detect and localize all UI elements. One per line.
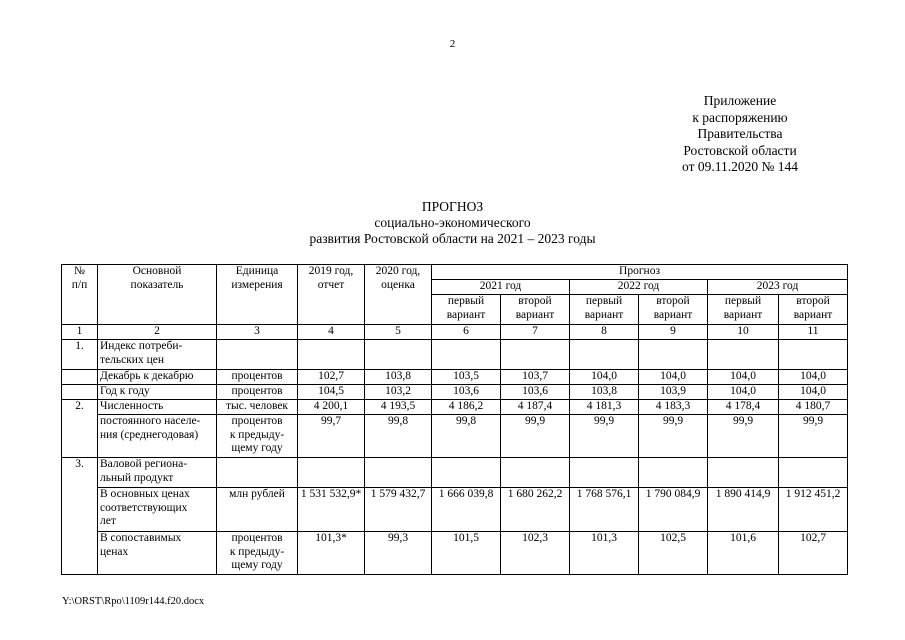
empty-cell [298,340,365,370]
table-row [62,488,848,532]
value-cell: 99,3 [365,532,432,575]
header-2019 [298,265,365,325]
column-number: 5 [365,325,432,340]
variant-line: вариант [446,308,486,321]
row-name [98,415,217,458]
value-cell: 104,0 [779,370,848,385]
header-num-line: № [74,265,85,277]
variant-line: второй [518,295,552,307]
column-number: 4 [298,325,365,340]
variant-line: первый [585,295,623,307]
row-name-line: В основных ценах [100,488,190,500]
column-number: 10 [708,325,779,340]
header-indicator [98,265,217,325]
value-cell: 99,9 [501,415,570,458]
title-line-2: социально-экономического [374,215,531,230]
value-cell: 1 666 039,8 [432,488,501,532]
value-cell: 104,0 [779,385,848,400]
empty-cell [639,458,708,488]
section-title-line: тельских цен [100,353,164,366]
value-cell: 103,8 [570,385,639,400]
value-cell: 103,9 [639,385,708,400]
section-title-line: льный продукт [100,471,174,484]
empty-cell [779,340,848,370]
value-cell: 4 187,4 [501,400,570,415]
row-name: Год к году [98,385,217,400]
column-number: 1 [62,325,98,340]
section-title [98,340,217,370]
column-number: 2 [98,325,217,340]
empty-cell [779,458,848,488]
value-cell: 101,3 [570,532,639,575]
row-unit: тыс. человек [217,400,298,415]
value-cell: 103,6 [501,385,570,400]
table-row [62,370,848,385]
variant-line: первый [447,295,485,307]
forecast-table [61,264,848,575]
value-cell: 99,9 [639,415,708,458]
page-number: 2 [449,38,456,50]
row-unit-line: процентов [231,415,283,427]
row-name-line: В сопоставимых [100,532,182,544]
value-cell: 99,9 [708,415,779,458]
header-row [62,265,848,280]
header-num-line: п/п [71,278,88,291]
empty-cell [432,340,501,370]
value-cell: 103,2 [365,385,432,400]
value-cell: 4 200,1 [298,400,365,415]
value-cell: 103,8 [365,370,432,385]
variant-line: второй [796,295,830,307]
table-row [62,340,848,370]
header-indicator-line: показатель [130,278,184,291]
value-cell: 1 768 576,1 [570,488,639,532]
value-cell: 103,6 [432,385,501,400]
section-number: 3. [62,458,98,575]
appendix-line: Ростовской области [683,142,797,158]
value-cell: 1 890 414,9 [708,488,779,532]
value-cell: 101,3* [298,532,365,575]
row-name: Численность [98,400,217,415]
row-unit [217,415,298,458]
header-2020-line: 2020 год, [375,265,421,277]
empty-cell [501,340,570,370]
row-name-line: соответствующих [100,501,188,514]
row-name [98,532,217,575]
value-cell: 99,8 [365,415,432,458]
header-unit-line: Единица [235,265,279,277]
row-unit-line: щему году [231,559,283,572]
value-cell: 99,7 [298,415,365,458]
header-year-2021: 2021 год [432,280,570,295]
value-cell: 1 579 432,7 [365,488,432,532]
empty-cell [639,340,708,370]
header-year-2022: 2022 год [570,280,708,295]
column-number: 7 [501,325,570,340]
value-cell: 103,7 [501,370,570,385]
header-year-2023: 2023 год [708,280,848,295]
empty-cell [217,340,298,370]
value-cell: 104,0 [708,370,779,385]
title-line-1: ПРОГНОЗ [421,199,484,214]
section-title-line: Индекс потреби- [100,340,183,352]
value-cell: 4 178,4 [708,400,779,415]
value-cell: 4 180,7 [779,400,848,415]
header-variant [432,295,501,325]
section-number: 1. [62,340,98,370]
value-cell: 101,6 [708,532,779,575]
row-unit-line: к предыду- [229,545,285,558]
variant-line: вариант [793,308,833,321]
row-unit-line: процентов [231,532,283,544]
file-path-footer: Y:\ORST\Rpo\1109r144.f20.docx [62,596,205,607]
appendix-line: Правительства [697,126,783,141]
value-cell: 104,5 [298,385,365,400]
value-cell: 102,7 [779,532,848,575]
variant-line: второй [656,295,690,307]
value-cell: 4 186,2 [432,400,501,415]
value-cell: 1 531 532,9* [298,488,365,532]
column-number: 8 [570,325,639,340]
value-cell: 4 193,5 [365,400,432,415]
header-num [62,265,98,325]
value-cell: 4 183,3 [639,400,708,415]
value-cell: 99,8 [432,415,501,458]
value-cell: 99,9 [779,415,848,458]
header-2020-line: оценка [381,278,415,291]
table-row [62,532,848,575]
column-number: 3 [217,325,298,340]
column-number: 9 [639,325,708,340]
row-name: Декабрь к декабрю [98,370,217,385]
section-number: 2. [62,400,98,458]
table-row [62,400,848,415]
row-unit [217,532,298,575]
header-indicator-line: Основной [132,265,182,277]
row-unit-line: щему году [231,442,283,455]
value-cell: 104,0 [570,370,639,385]
row-name-line: постоянного населе- [100,415,201,427]
table-row [62,385,848,400]
empty-cell [432,458,501,488]
variant-line: вариант [584,308,624,321]
empty-cell [365,340,432,370]
value-cell: 102,3 [501,532,570,575]
header-unit-line: измерения [231,278,283,291]
value-cell: 1 790 084,9 [639,488,708,532]
appendix-block [640,93,840,176]
value-cell: 104,0 [708,385,779,400]
variant-line: вариант [515,308,555,321]
appendix-line: к распоряжению [692,109,788,125]
header-2019-line: 2019 год, [308,265,354,277]
value-cell: 101,5 [432,532,501,575]
row-name [98,488,217,532]
row-unit-line: к предыду- [229,428,285,441]
section-title-line: Валовой регионa- [100,458,188,470]
row-name-line: лет [100,515,116,528]
value-cell: 103,5 [432,370,501,385]
empty-cell [62,385,98,400]
variant-line: вариант [653,308,693,321]
row-unit: процентов [217,370,298,385]
value-cell: 104,0 [639,370,708,385]
value-cell: 4 181,3 [570,400,639,415]
empty-cell [708,340,779,370]
header-unit [217,265,298,325]
column-number: 11 [779,325,848,340]
header-2020 [365,265,432,325]
empty-cell [570,340,639,370]
row-name-line: ценах [100,545,129,558]
empty-cell [298,458,365,488]
empty-cell [570,458,639,488]
value-cell: 1 680 262,2 [501,488,570,532]
header-variant [708,295,779,325]
value-cell: 1 912 451,2 [779,488,848,532]
empty-cell [365,458,432,488]
header-2019-line: отчет [317,278,345,291]
header-variant [779,295,848,325]
row-unit: млн рублей [217,488,298,532]
row-name-line: ния (среднегодовая) [100,428,199,441]
table-row [62,458,848,488]
value-cell: 102,7 [298,370,365,385]
value-cell: 99,9 [570,415,639,458]
header-forecast: Прогноз [432,265,848,280]
document-title [0,199,905,247]
empty-cell [501,458,570,488]
appendix-line: Приложение [703,93,777,108]
section-title [98,458,217,488]
value-cell: 102,5 [639,532,708,575]
variant-line: первый [724,295,762,307]
variant-line: вариант [723,308,763,321]
column-number: 6 [432,325,501,340]
header-variant [570,295,639,325]
title-line-3: развития Ростовской области на 2021 – 2023 годы [309,231,596,246]
empty-cell [708,458,779,488]
header-variant [501,295,570,325]
header-variant [639,295,708,325]
row-unit: процентов [217,385,298,400]
empty-cell [62,370,98,385]
appendix-line: от 09.11.2020 № 144 [682,159,798,174]
empty-cell [217,458,298,488]
column-number-row [62,325,848,340]
table-row [62,415,848,458]
